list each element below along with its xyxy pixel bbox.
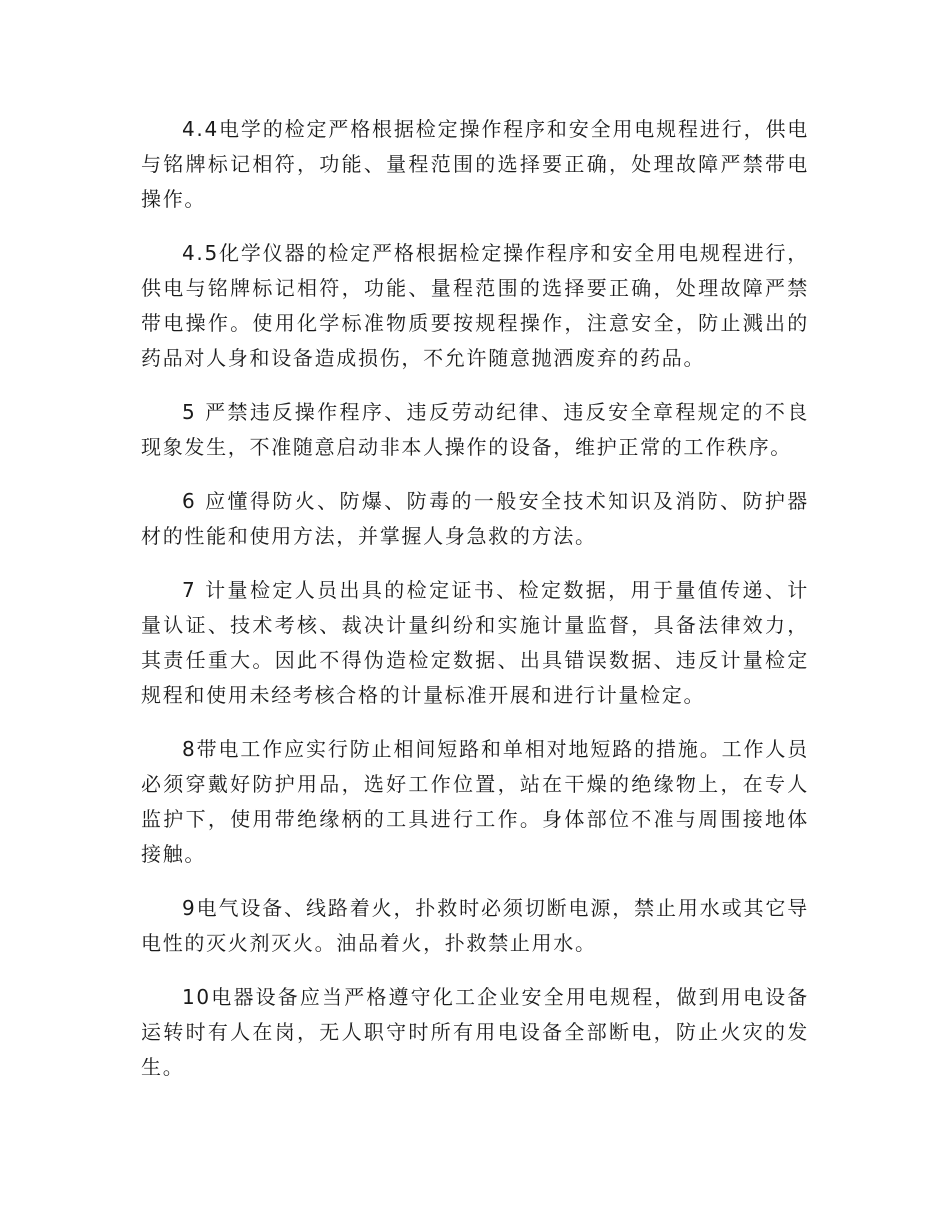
paragraph-4-4: 4.4电学的检定严格根据检定操作程序和安全用电规程进行，供电与铭牌标记相符，功能、量程范围的选择要正确，处理故障严禁带电操作。 [141,117,809,211]
paragraph-4-5: 4.5化学仪器的检定严格根据检定操作程序和安全用电规程进行，供电与铭牌标记相符，功能、量程范围的选择要正确，处理故障严禁带电操作。使用化学标准物质要按规程操作，注意安全，防止溅出的药品对人身和设备造成损伤，不允许随意抛洒废弃的药品。 [141,241,809,370]
paragraph-7: 7 计量检定人员出具的检定证书、检定数据，用于量值传递、计量认证、技术考核、裁决计量纠纷和实施计量监督，具备法律效力，其责任重大。因此不得伪造检定数据、出具错误数据、违反计量检定规程和使用未经考核合格的计量标准开展和进行计量检定。 [141,578,809,707]
paragraph-5: 5 严禁违反操作程序、违反劳动纪律、违反安全章程规定的不良现象发生，不准随意启动非本人操作的设备，维护正常的工作秩序。 [141,400,809,459]
paragraph-9: 9电气设备、线路着火，扑救时必须切断电源，禁止用水或其它导电性的灭火剂灭火。油品着火，扑救禁止用水。 [141,896,809,955]
paragraph-8: 8带电工作应实行防止相间短路和单相对地短路的措施。工作人员必须穿戴好防护用品，选好工作位置，站在干燥的绝缘物上，在专人监护下，使用带绝缘柄的工具进行工作。身体部位不准与周围接地体接触。 [141,737,809,866]
document-body [141,112,809,1104]
paragraph-6: 6 应懂得防火、防爆、防毒的一般安全技术知识及消防、防护器材的性能和使用方法，并掌握人身急救的方法。 [141,489,809,548]
paragraph-10: 10电器设备应当严格遵守化工企业安全用电规程，做到用电设备运转时有人在岗，无人职守时所有用电设备全部断电，防止火灾的发生。 [141,985,809,1079]
